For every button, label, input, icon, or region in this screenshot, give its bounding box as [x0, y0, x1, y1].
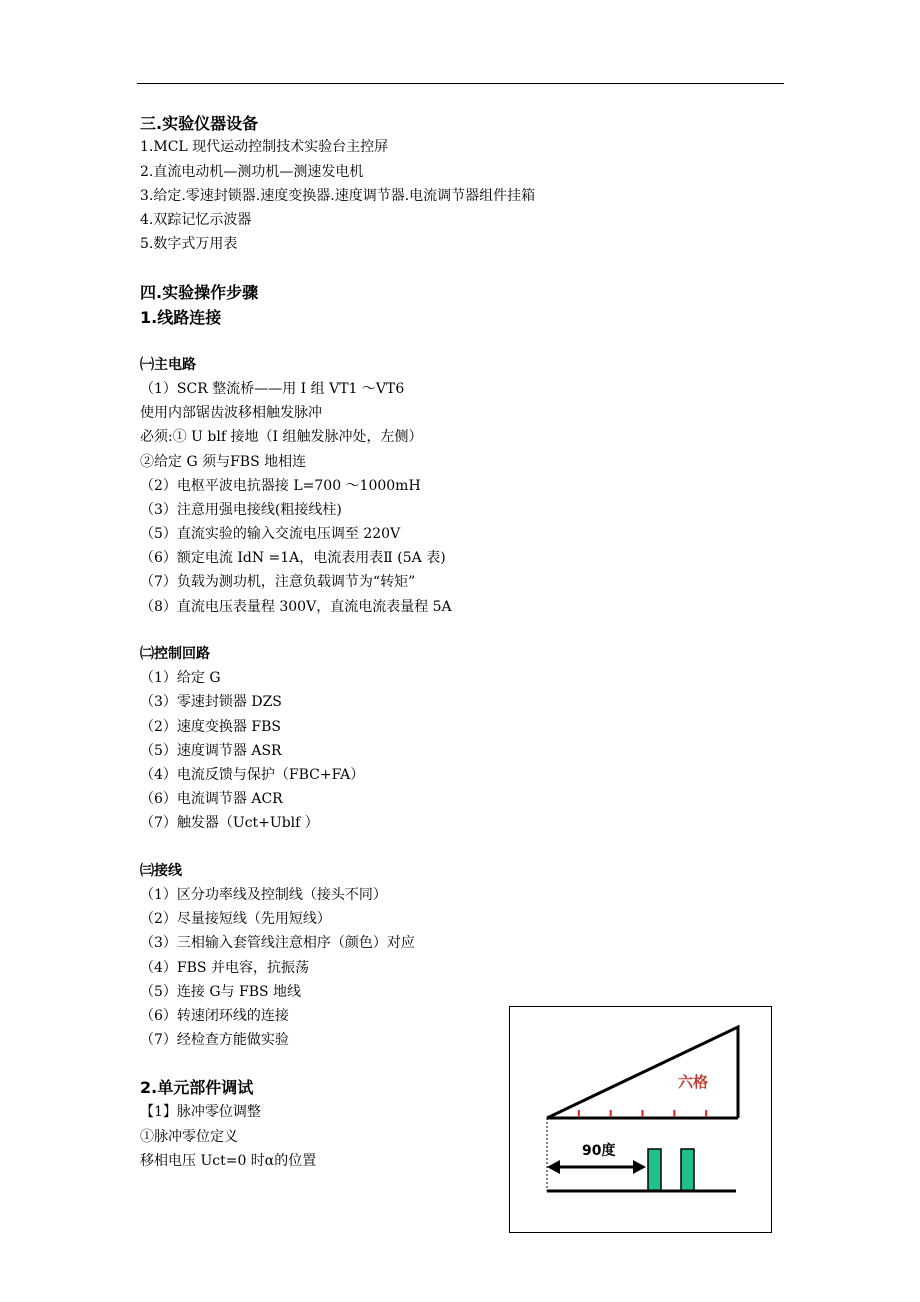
wiring-title: ㈢接线 [140, 863, 182, 879]
header-rule [137, 83, 784, 84]
unit-test-item: ①脉冲零位定义 [140, 1129, 238, 1145]
grid-ticks [579, 1110, 706, 1117]
control-loop-item: （2）速度变换器 FBS [140, 719, 281, 735]
control-loop-item: （1）给定 G [140, 670, 221, 686]
main-circuit-item: （3）注意用强电接线(粗接线柱) [140, 502, 342, 518]
main-circuit-item: （8）直流电压表量程 300V，直流电流表量程 5A [140, 599, 452, 615]
equipment-item: 5.数字式万用表 [140, 236, 238, 252]
subsection-title-wiring: 1.线路连接 [140, 308, 222, 327]
main-circuit-title: ㈠主电路 [140, 357, 196, 373]
wiring-item: （3）三相输入套管线注意相序（颜色）对应 [140, 935, 415, 951]
wiring-item: （6）转速闭环线的连接 [140, 1008, 289, 1024]
trigger-pulse [681, 1149, 694, 1191]
section-title-equipment: 三.实验仪器设备 [140, 114, 259, 133]
ninety-degree-label: 90度 [582, 1143, 616, 1159]
left-arrow-head [547, 1160, 560, 1174]
control-loop-item: （3）零速封锁器 DZS [140, 694, 282, 710]
unit-test-item: 移相电压 Uct=0 时α的位置 [140, 1153, 317, 1169]
pulse-zero-diagram [509, 1006, 772, 1233]
wiring-item: （2）尽量接短线（先用短线） [140, 911, 331, 927]
main-circuit-item: 必须:① U blf 接地（I 组触发脉冲处，左侧） [140, 429, 423, 445]
wiring-item: （4）FBS 并电容，抗振荡 [140, 960, 309, 976]
control-loop-item: （5）速度调节器 ASR [140, 743, 282, 759]
main-circuit-item: ②给定 G 须与FBS 地相连 [140, 454, 307, 470]
equipment-item: 2.直流电动机—测功机—测速发电机 [140, 164, 364, 180]
main-circuit-item: （6）额定电流 IdN =1A，电流表用表Ⅱ (5A 表) [140, 550, 446, 566]
wiring-item: （7）经检查方能做实验 [140, 1032, 289, 1048]
main-circuit-item: 使用内部锯齿波移相触发脉冲 [140, 405, 322, 421]
control-loop-item: （6）电流调节器 ACR [140, 791, 283, 807]
control-loop-item: （7）触发器（Uct+Ublf ） [140, 815, 319, 831]
main-circuit-item: （7）负载为测功机，注意负载调节为“转矩” [140, 574, 416, 590]
pulse-bars [648, 1149, 694, 1191]
pulse-zero-svg [510, 1007, 773, 1234]
six-divisions-label: 六格 [678, 1073, 709, 1091]
control-loop-item: （4）电流反馈与保护（FBC+FA） [140, 767, 365, 783]
equipment-item: 3.给定.零速封锁器.速度变换器.速度调节器.电流调节器组件挂箱 [140, 188, 536, 204]
equipment-item: 4.双踪记忆示波器 [140, 212, 252, 228]
sawtooth-slope [547, 1027, 738, 1118]
control-loop-title: ㈡控制回路 [140, 646, 210, 662]
wiring-item: （5）连接 G与 FBS 地线 [140, 984, 302, 1000]
main-circuit-item: （5）直流实验的输入交流电压调至 220V [140, 526, 401, 542]
unit-test-item: 【1】脉冲零位调整 [140, 1104, 261, 1120]
trigger-pulse [648, 1149, 661, 1191]
wiring-item: （1）区分功率线及控制线（接头不同） [140, 887, 387, 903]
unit-test-title: 2.单元部件调试 [140, 1078, 254, 1097]
equipment-item: 1.MCL 现代运动控制技术实验台主控屏 [140, 139, 389, 155]
section-title-steps: 四.实验操作步骤 [140, 283, 259, 302]
main-circuit-item: （2）电枢平波电抗器接 L=700 ～1000mH [140, 478, 421, 494]
right-arrow-head [633, 1160, 646, 1174]
main-circuit-item: （1）SCR 整流桥——用 I 组 VT1 ～VT6 [140, 381, 405, 397]
